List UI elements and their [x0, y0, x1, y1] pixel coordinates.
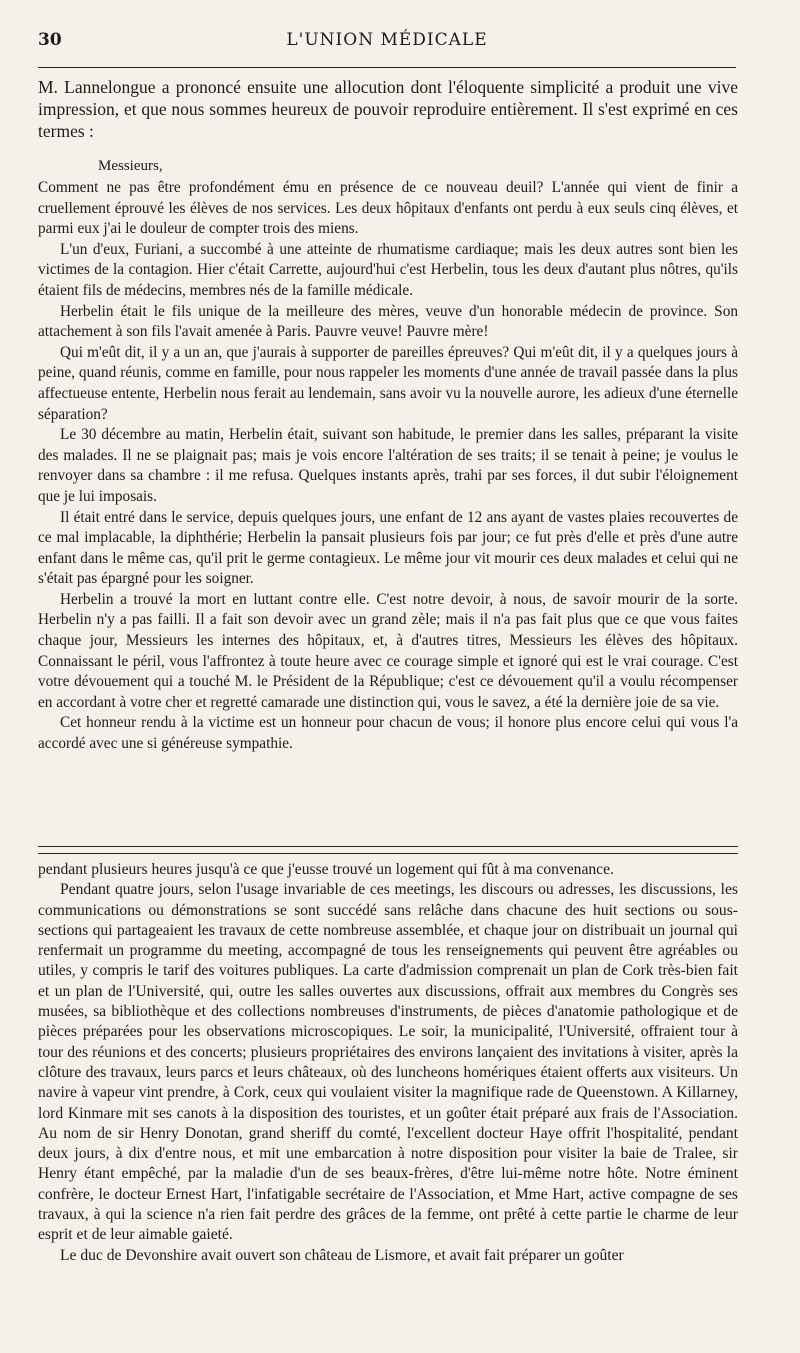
speech-paragraph: Herbelin était le fils unique de la meilleure des mères, veuve d'un honorable médecin de province. Son attachement à son fils l'avait amenée à Paris. Pauvre veuve! Pauvre mère! [38, 302, 738, 341]
speech-paragraph: Le 30 décembre au matin, Herbelin était, suivant son habitude, le premier dans les salles, préparant la visite des malades. Il ne se plaignait pas; mais je vois encore l'altération de ses traits; il se tenait à peine; je voulus le renvoyer dans sa chambre : il me refusa. Quelques instants après, trahi par ses forces, il dut subir l'éloignement que je lui imposais. [38, 426, 738, 505]
feuilleton-paragraph: Pendant quatre jours, selon l'usage invariable de ces meetings, les discours ou adresses, les discussions, les communications ou démonstrations se sont succédé sans relâche dans chacune des huit sections ou sous-sections qui partageaient les travaux de cette nombreuse assemblée, et chaque jour on distribuait un journal qui renfermait un programme du meeting, accompagné de tous les renseignements qui peuvent être agréables ou utiles, y compris le tarif des voitures publiques. La carte d'admission comprenait un plan de Cork très-bien fait et un plan de l'Université, qui, outre les salles ouvertes aux discussions, offrait aux membres du Congrès ses musées, sa bibliothèque et des collections nombreuses d'instruments, de pièces d'anatomie pathologique et de pièces préparées pour les observations microscopiques. Le soir, la municipalité, l'Université, offraient tour à tour des réunions et des concerts; plusieurs propriétaires des environs lançaient des invitations à visiter, après la clôture des travaux, leurs parcs et leurs châteaux, où des luncheons homériques étaient offerts aux visiteurs. Un navire à vapeur vint prendre, à Cork, ceux qui voulaient visiter la magnifique rade de Queenstown. A Killarney, lord Kinmare mit ses canots à la disposition des touristes, et un goûter était préparé aux frais de l'Association. Au nom de sir Henry Donotan, grand sheriff du comté, l'excellent docteur Haye offrit l'hospitalité, pendant deux jours, à dix d'entre nous, et mit une embarcation à notre disposition pour visiter la baie de Tralee, sir Henry étant empêché, par la maladie d'un de ses beaux-frères, d'être lui-même notre hôte. Notre éminent confrère, le docteur Ernest Hart, l'infatigable secrétaire de l'Association, et Mme Hart, active compagne de ses travaux, à qui la science n'a rien fait perdre des grâces de la femme, ont prêté à cette partie le charme de leur esprit et de leur aimable gaieté. [38, 881, 738, 1244]
intro-paragraph: M. Lannelongue a prononcé ensuite une allocution dont l'éloquente simplicité a produit une vive impression, et que nous sommes heureux de pouvoir reproduire entièrement. Il s'est exprimé en ces termes : [38, 77, 738, 141]
speech-paragraph: Herbelin a trouvé la mort en luttant contre elle. C'est notre devoir, à nous, de savoir mourir de la sorte. Herbelin n'y a pas failli. Il a fait son devoir avec un grand zèle; mais il n'a pas fait plus que ce que vous faites chaque jour, Messieurs les internes des hôpitaux, et, à d'autres titres, Messieurs les élèves des hôpitaux. Connaissant le péril, vous l'affrontez à toute heure avec ce courage simple et ignoré qui est le vrai courage. C'est votre dévouement qui a touché M. le Président de la République; c'est ce dévouement qu'il a voulu récompenser en accordant à votre cher et regretté camarade une distinction qui, vous le savez, a été la dernière joie de sa vie. [38, 590, 738, 711]
speech-paragraph: L'un d'eux, Furiani, a succombé à une atteinte de rhumatisme cardiaque; mais les deux autres sont bien les victimes de la contagion. Hier c'était Carrette, aujourd'hui c'est Herbelin, tous les deux d'autant plus nôtres, qu'ils étaient fils de médecins, membres nés de la famille médicale. [38, 240, 738, 299]
main-article [38, 76, 738, 755]
feuilleton-divider [38, 846, 738, 854]
feuilleton-section [38, 860, 738, 1266]
page-header [38, 30, 736, 56]
journal-title: L'UNION MÉDICALE [286, 30, 488, 50]
speech-paragraph: Il était entré dans le service, depuis quelques jours, une enfant de 12 ans ayant de vastes plaies recouvertes de ce mal implacable, la diphthérie; Herbelin la pansait plusieurs fois par jour; ce fut près d'elle et près d'une autre enfant dans le même cas, qu'il prit le germe contagieux. Le même jour vit mourir ces deux malades et celui qui ne s'était pas épargné pour les soigner. [38, 508, 738, 588]
feuilleton-paragraph: Le duc de Devonshire avait ouvert son château de Lismore, et avait fait préparer un goûter [60, 1246, 624, 1264]
header-rule [38, 67, 736, 68]
speech [38, 156, 738, 755]
speech-paragraph: Cet honneur rendu à la victime est un honneur pour chacun de vous; il honore plus encore celui qui vous l'a accordé avec une si généreuse sympathie. [38, 714, 738, 753]
page-number: 30 [38, 30, 62, 50]
speech-paragraph: Comment ne pas être profondément ému en présence de ce nouveau deuil? L'année qui vient de finir a cruellement éprouvé les élèves de nos services. Les deux hôpitaux d'enfants ont perdu à eux seuls cinq élèves, et parmi eux j'ai le douleur de compter trois des miens. [38, 179, 738, 238]
speech-paragraph: Qui m'eût dit, il y a un an, que j'aurais à supporter de pareilles épreuves? Qui m'eût dit, il y a quelques jours à peine, quand réunis, comme en famille, pour nous rappeler les moments d'une année de travail passée dans la plus affectueuse entente, Herbelin nous ferait au lendemain, sans avoir vu la nouvelle aurore, les adieux d'une éternelle séparation? [38, 343, 738, 423]
speech-salutation: Messieurs, [98, 158, 163, 174]
feuilleton-paragraph: pendant plusieurs heures jusqu'à ce que j'eusse trouvé un logement qui fût à ma convenance. [38, 861, 614, 878]
